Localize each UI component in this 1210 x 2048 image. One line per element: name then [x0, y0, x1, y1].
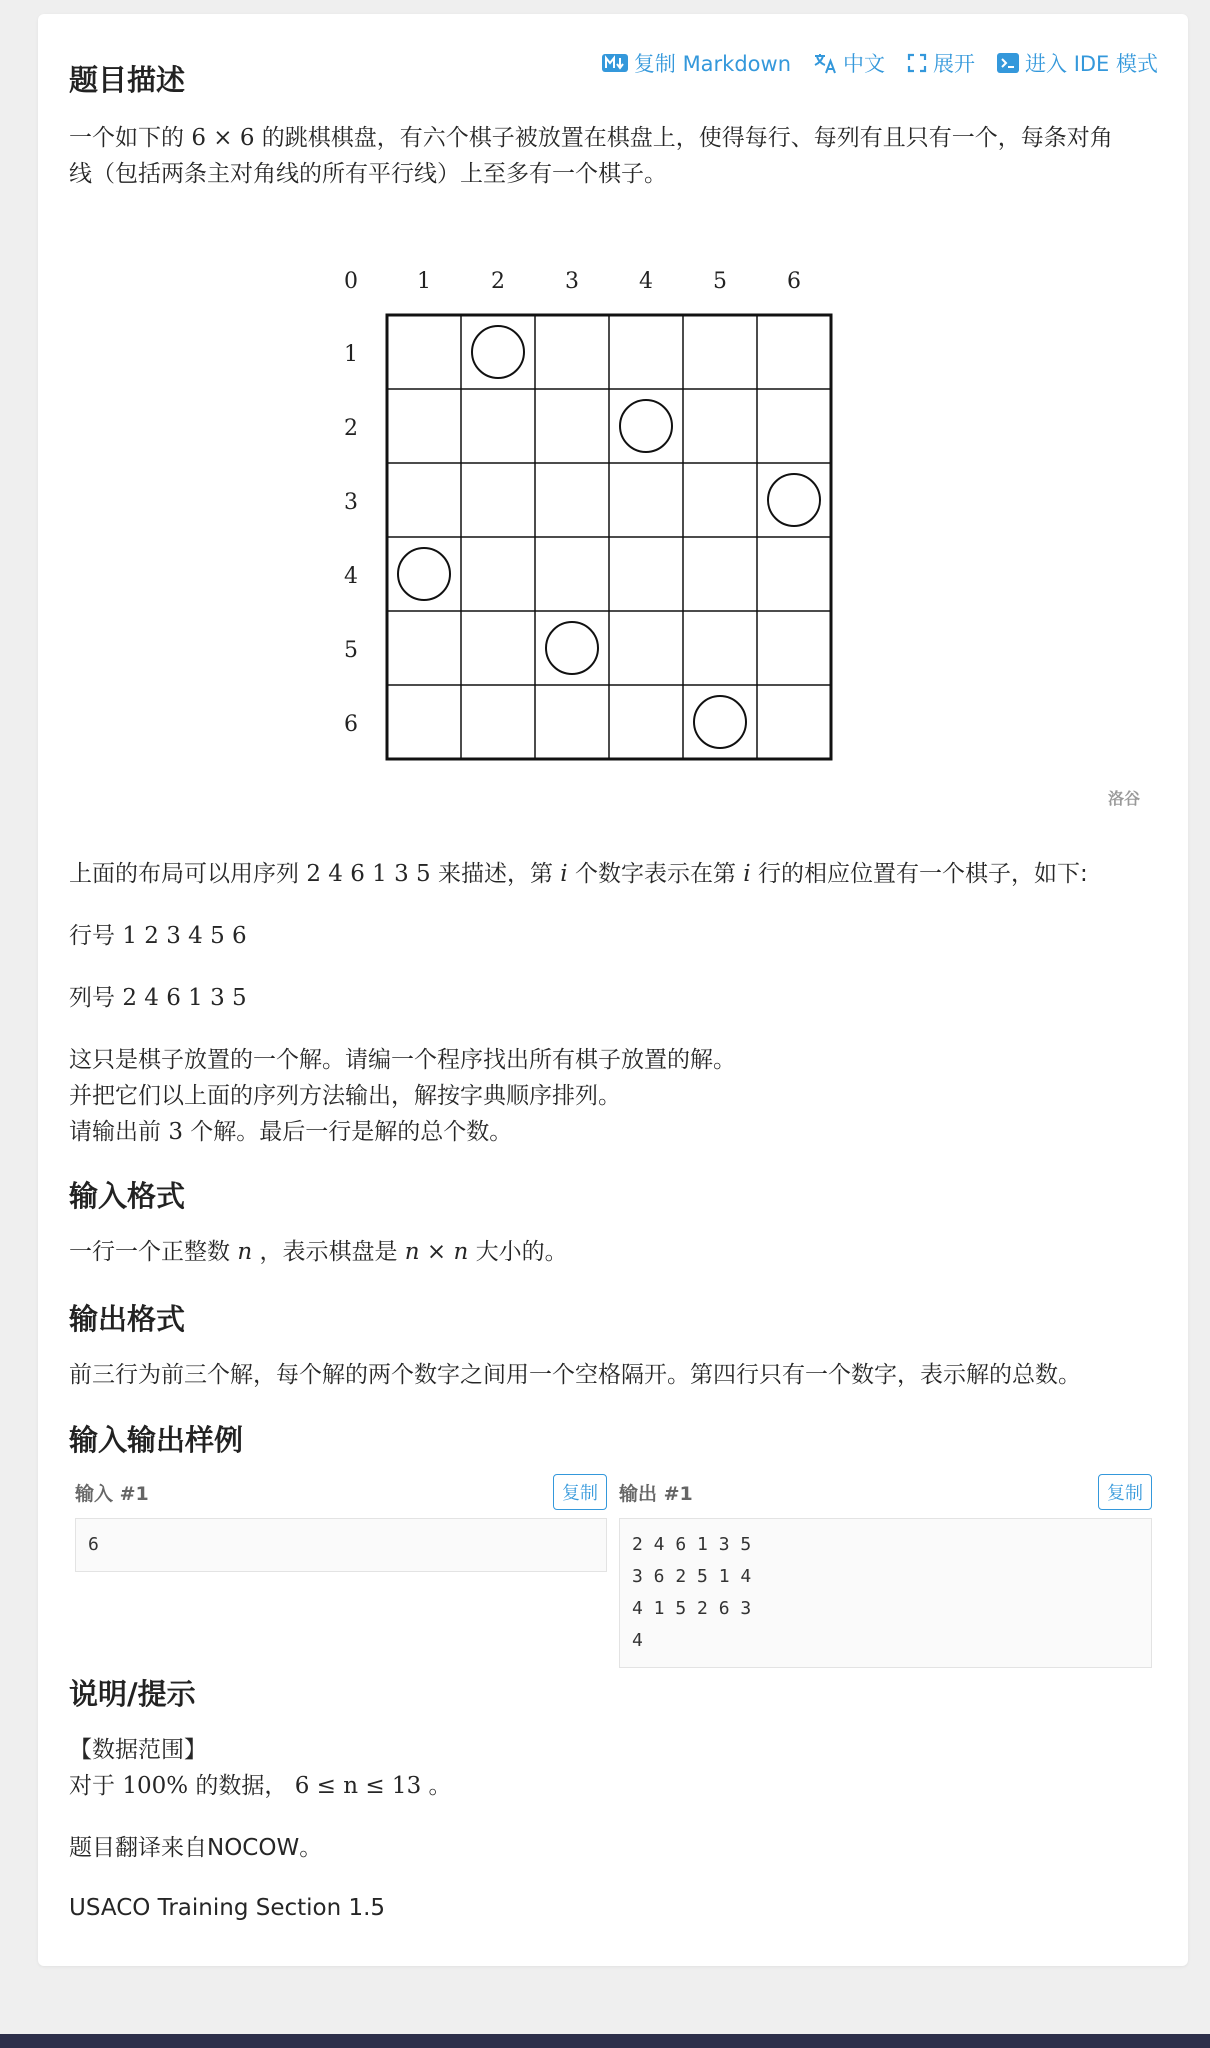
row-label: 3: [344, 490, 358, 515]
math-sequence: 2 4 6 1 3 5: [306, 861, 431, 887]
math-number: 3: [168, 1119, 183, 1145]
copy-markdown-button[interactable]: [602, 48, 791, 78]
copy-input-button[interactable]: 复制: [553, 1474, 607, 1510]
row-number-label: 行号: [69, 923, 115, 949]
column-number-label: 列号: [69, 985, 115, 1011]
col-label: 3: [565, 269, 579, 294]
row-label: 6: [344, 712, 358, 737]
board-piece: [694, 696, 746, 748]
sample-output-line: 4: [632, 1630, 643, 1651]
board-piece: [472, 326, 524, 378]
column-number-values: 2 4 6 1 3 5: [122, 985, 247, 1011]
description-paragraph-3: [69, 1042, 736, 1150]
math-n-by-n: n × n: [404, 1239, 469, 1265]
image-credit: 洛谷: [1107, 789, 1140, 808]
math-range: 6 ≤ n ≤ 13: [294, 1773, 422, 1799]
col-label: 6: [787, 269, 801, 294]
description-text: 一个如下的: [69, 125, 184, 151]
description-text: 一行一个正整数: [69, 1239, 230, 1265]
row-label: 5: [344, 638, 358, 663]
hint-source: USACO Training Section 1.5: [69, 1895, 386, 1921]
sample-input-box[interactable]: [75, 1518, 607, 1572]
sample-output-line: 4 1 5 2 6 3: [632, 1598, 752, 1619]
hint-range: [69, 1732, 452, 1804]
sample-input-block: [75, 1474, 607, 1572]
column-labels: [344, 269, 801, 294]
sample-output-line: 3 6 2 5 1 4: [632, 1566, 752, 1587]
hint-range-label: 【数据范围】: [69, 1737, 207, 1763]
board-piece: [398, 548, 450, 600]
section-title-input-format: 输入格式: [69, 1179, 186, 1213]
language-label: 中文: [843, 52, 886, 76]
sample-output-box[interactable]: [619, 1518, 1152, 1668]
description-text: 线（包括两条主对角线的所有平行线）上至多有一个棋子。: [69, 161, 667, 187]
board-grid: [387, 315, 831, 759]
description-paragraph-1: [69, 120, 1169, 192]
col-label: 4: [639, 269, 653, 294]
expand-button[interactable]: [907, 48, 975, 78]
sample-input-label: 输入 #1: [75, 1482, 149, 1505]
description-text: 个数字表示在第: [574, 861, 736, 887]
description-text: 对于: [69, 1773, 115, 1799]
sample-output-block: [619, 1474, 1152, 1668]
expand-label: 展开: [933, 52, 976, 76]
description-text: ，表示棋盘是: [259, 1239, 398, 1265]
description-text: 大小的。: [475, 1239, 568, 1265]
description-text: 行的相应位置有一个棋子，如下:: [757, 861, 1088, 887]
description-text: 并把它们以上面的序列方法输出，解按字典顺序排列。: [69, 1083, 621, 1109]
problem-toolbar: [602, 48, 1158, 78]
description-paragraph-2: [69, 856, 1088, 892]
ide-mode-button[interactable]: [997, 48, 1158, 78]
math-percent: 100%: [122, 1773, 189, 1799]
section-title-samples: 输入输出样例: [69, 1423, 244, 1457]
ide-mode-label: 进入 IDE 模式: [1025, 52, 1158, 76]
sample-output-label: 输出 #1: [619, 1482, 693, 1505]
chessboard-figure: [328, 244, 888, 764]
description-text: 的数据，: [195, 1773, 288, 1799]
description-text: 。: [428, 1773, 452, 1799]
column-number-line: [69, 980, 247, 1016]
col-label: 2: [491, 269, 505, 294]
math-i: i: [743, 861, 751, 887]
input-format-text: [69, 1234, 568, 1270]
problem-card: [38, 14, 1188, 1966]
description-text: 这只是棋子放置的一个解。请编一个程序找出所有棋子放置的解。: [69, 1047, 736, 1073]
sample-output-line: 2 4 6 1 3 5: [632, 1534, 752, 1555]
language-button[interactable]: [813, 48, 885, 78]
hint-translation: 题目翻译来自NOCOW。: [69, 1835, 323, 1861]
board-piece: [768, 474, 820, 526]
row-label: 4: [344, 564, 358, 589]
math-i: i: [560, 861, 568, 887]
math-n: n: [237, 1239, 253, 1265]
copy-markdown-label: 复制 Markdown: [633, 52, 792, 76]
board-piece: [620, 400, 672, 452]
section-title-output-format: 输出格式: [69, 1302, 186, 1336]
sample-input-line: 6: [88, 1534, 99, 1555]
output-format-text: 前三行为前三个解，每个解的两个数字之间用一个空格隔开。第四行只有一个数字，表示解的总数。: [69, 1362, 1081, 1388]
col-label: 0: [344, 269, 358, 294]
col-label: 1: [417, 269, 431, 294]
math-board-size: 6 × 6: [191, 125, 255, 151]
markdown-icon: [602, 54, 628, 72]
col-label: 5: [713, 269, 727, 294]
board-piece: [546, 622, 598, 674]
description-text: 的跳棋棋盘，有六个棋子被放置在棋盘上，使得每行、每列有且只有一个，每条对角: [261, 125, 1113, 151]
expand-icon: [907, 53, 927, 73]
description-text: 个解。最后一行是解的总个数。: [190, 1119, 513, 1145]
row-number-values: 1 2 3 4 5 6: [122, 923, 247, 949]
description-text: 上面的布局可以用序列: [69, 861, 299, 887]
row-label: 1: [344, 342, 358, 367]
row-label: 2: [344, 416, 358, 441]
bottom-bar: [0, 2034, 1210, 2048]
row-labels: [344, 342, 358, 737]
description-text: 请输出前: [69, 1119, 161, 1145]
copy-output-button[interactable]: 复制: [1098, 1474, 1152, 1510]
terminal-icon: [997, 53, 1019, 73]
section-title-description: 题目描述: [69, 63, 186, 97]
section-title-hint: 说明/提示: [69, 1677, 196, 1711]
translate-icon: [813, 52, 837, 74]
description-text: 来描述，第: [437, 861, 553, 887]
row-number-line: [69, 918, 247, 954]
